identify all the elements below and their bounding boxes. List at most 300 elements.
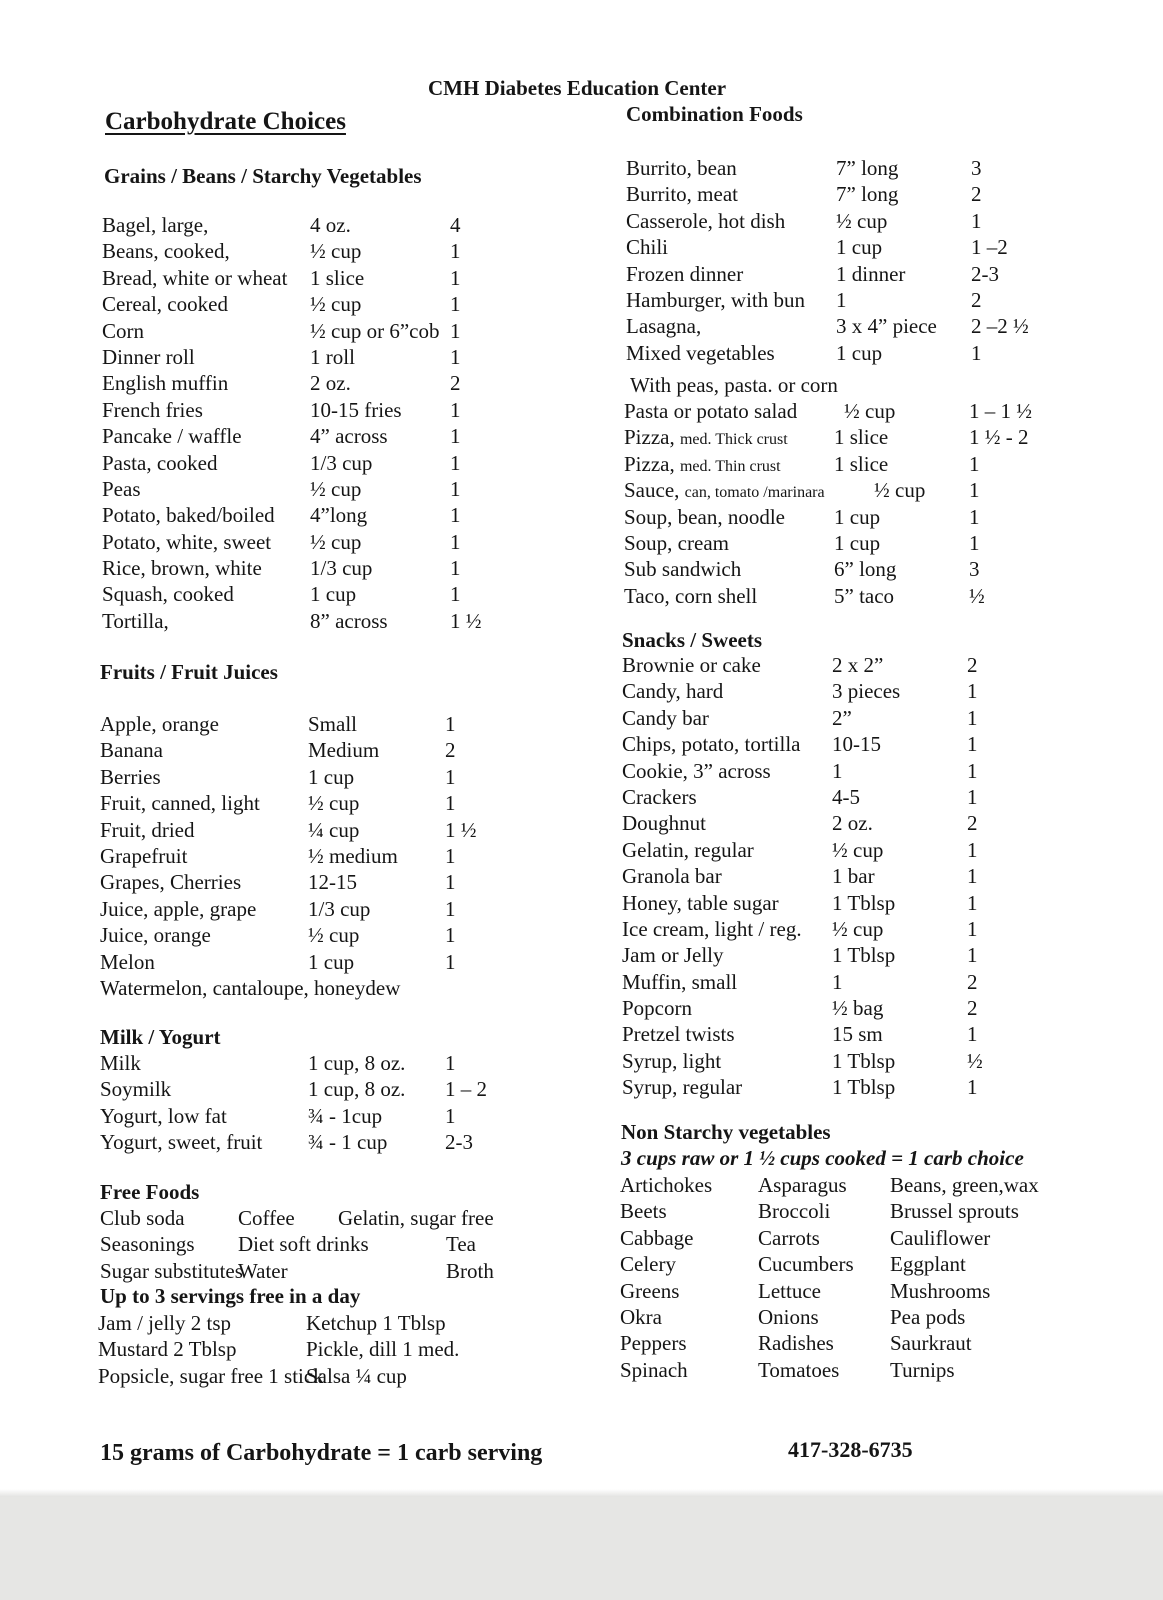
item-amount: 1 cup [834,530,881,555]
table-row [100,869,520,895]
item-amount: 1 slice [834,425,889,450]
table-row [622,731,1052,757]
item-carbs: 1 [969,530,980,555]
table-row [620,1251,1060,1277]
item-amount: ¾ - 1 cup [308,1130,388,1155]
item-name: Cereal, cooked [102,292,228,317]
item-name: Grapefruit [100,843,188,868]
item-carbs: 1 [971,208,982,233]
item-carbs: 1 [445,791,456,816]
table-row [620,1304,1060,1330]
item-name: Bagel, large, [102,213,209,237]
item-carbs: Brussel sprouts [890,1199,1019,1224]
item-name: Peas [102,476,141,501]
table-row [102,581,522,607]
item-carbs: 1 [967,705,978,730]
item-name: Yogurt, sweet, fruit [100,1130,263,1155]
table-row [626,155,1056,181]
scan-background [0,1497,1163,1600]
item-amount: 10-15 [832,732,881,757]
item-amount: Medium [308,738,380,763]
item-carbs: 1 [969,504,980,529]
item-name: Soup, cream [624,530,729,555]
item-name: Okra [620,1304,662,1329]
item-amount: ½ medium [308,843,398,868]
table-row [102,529,522,555]
grains-table [102,212,522,634]
table-row [100,737,520,763]
item-amount: Carrots [758,1225,820,1250]
item-amount: 2” [832,705,852,730]
table-row [102,238,522,264]
snacks-table [622,652,1052,1101]
table-row [100,949,520,975]
item-amount: Salsa ¼ cup [306,1363,407,1388]
item-carbs: 1 [969,451,980,476]
item-carbs: 1 ½ - 2 [969,425,1029,450]
table-row [100,790,520,816]
item-name: Beans, cooked, [102,239,230,264]
item-amount: 8” across [310,608,388,633]
table-row [626,340,1056,366]
item-name: Sub sandwich [624,557,742,582]
table-row [100,1103,520,1129]
item-amount: Cucumbers [758,1252,854,1277]
item-carbs: 1 [445,1103,456,1128]
table-row [622,916,1052,942]
item-amount: 2 x 2” [832,653,884,677]
item-name: Celery [620,1252,676,1277]
nonstarchy-subheading: 3 cups raw or 1 ½ cups cooked = 1 carb choice [621,1146,1024,1170]
table-row [100,843,520,869]
item-amount: 1 cup, 8 oz. [308,1077,406,1102]
table-row [622,969,1052,995]
item-name: Mixed vegetables [626,340,775,365]
item-name: Pizza, med. Thick crust [624,425,788,450]
item-name: Club soda [100,1206,185,1230]
table-row [100,1076,520,1102]
item-amount: Broccoli [758,1199,831,1224]
item-carbs: 1 [450,476,461,501]
table-row [102,397,522,423]
item-name: Granola bar [622,864,722,889]
table-row [622,890,1052,916]
table-row [98,1363,538,1389]
table-row [100,817,520,843]
table-row [100,922,520,948]
table-row [622,678,1052,704]
item-amount: 1 Tblsp [832,890,896,915]
table-row [98,1336,538,1362]
item-carbs: 1 [450,292,461,317]
item-name: Crackers [622,784,697,809]
item-name: Popcorn [622,996,692,1021]
table-row [100,1231,540,1257]
item-amount: Tomatoes [758,1357,840,1382]
table-row [102,423,522,449]
item-name: Fruit, canned, light [100,791,260,816]
item-amount: 1/3 cup [310,450,373,475]
item-carbs: 1 –2 [971,235,1008,260]
free-foods-heading: Free Foods [100,1180,200,1204]
item-carbs: 1 [450,265,461,290]
table-row [624,398,1054,424]
item-amount: ½ cup [874,478,926,503]
table-row [622,863,1052,889]
table-row [624,477,1054,503]
combination-heading: Combination Foods [626,102,803,126]
item-amount: Pickle, dill 1 med. [306,1337,460,1362]
item-carbs: 3 [969,557,980,582]
combination-table-continued [624,398,1054,424]
item-carbs: 1 [967,784,978,809]
item-carbs: ½ [967,1048,983,1073]
item-amount: Diet soft drinks [238,1232,369,1257]
milk-table [100,1050,520,1156]
item-name: Ice cream, light / reg. [622,916,802,941]
item-name: Potato, baked/boiled [102,503,275,528]
item-name: English muffin [102,371,229,396]
item-amount: ½ cup [832,916,884,941]
item-name: Sugar substitutes [100,1258,243,1283]
table-row [626,287,1056,313]
item-carbs: ½ [969,583,985,608]
item-name: Pasta or potato salad [624,399,798,423]
item-carbs: 1 [450,424,461,449]
combination-note: With peas, pasta. or corn [630,373,838,397]
table-row [624,530,1054,556]
item-amount: 1 cup [836,340,883,365]
table-row [622,1021,1052,1047]
combination-table-end [624,504,1054,610]
item-amount: 10-15 fries [310,397,402,422]
item-carbs: Beans, green,wax [890,1173,1039,1197]
item-carbs: 1 [445,843,456,868]
item-amount: 5” taco [834,583,895,608]
item-name: Juice, orange [100,923,211,948]
item-name: Candy bar [622,705,709,730]
table-row [102,608,522,634]
item-amount: 1/3 cup [310,556,373,581]
item-name: Soymilk [100,1077,172,1102]
table-row [102,318,522,344]
item-name: Spinach [620,1357,688,1382]
item-amount: Coffee [238,1206,295,1230]
table-row [626,181,1056,207]
item-carbs: 1 [450,344,461,369]
item-amount: 2 oz. [832,811,873,836]
item-amount: 1 cup [308,764,355,789]
item-name: Gelatin, regular [622,837,754,862]
item-name: Peppers [620,1331,687,1356]
item-amount: 4-5 [832,784,860,809]
item-carbs: Eggplant [890,1252,966,1277]
table-row [624,424,1054,450]
item-name: Dinner roll [102,344,195,369]
item-amount: Lettuce [758,1278,821,1303]
item-carbs: 1 [450,582,461,607]
item-name: Bread, white or wheat [102,265,288,290]
carb-serving-note: 15 grams of Carbohydrate = 1 carb serving [100,1440,543,1466]
item-name: Yogurt, low fat [100,1103,227,1128]
table-row [622,810,1052,836]
item-name: Apple, orange [100,712,219,736]
item-amount: 1/3 cup [308,896,371,921]
item-amount: ½ cup [836,208,888,233]
item-carbs: 1 [967,758,978,783]
phone-number: 417-328-6735 [788,1437,913,1462]
table-row [102,370,522,396]
item-amount: Asparagus [758,1173,847,1197]
item-carbs: 1 – 2 [445,1077,487,1102]
item-name: Greens [620,1278,680,1303]
item-carbs: Pea pods [890,1304,966,1329]
item-amount: 15 sm [832,1022,883,1047]
item-name: Banana [100,738,163,763]
item-name: Pretzel twists [622,1022,735,1047]
item-name: Fruit, dried [100,817,195,842]
item-carbs: 2 [450,371,461,396]
item-carbs: 1 [450,239,461,264]
table-row [620,1278,1060,1304]
item-carbs: Gelatin, sugar free [338,1206,494,1230]
item-name: Syrup, light [622,1048,722,1073]
item-amount: ¾ - 1cup [308,1103,383,1128]
table-row [624,451,1054,477]
table-row [620,1198,1060,1224]
fruits-note: Watermelon, cantaloupe, honeydew [100,976,401,1000]
item-name: Grapes, Cherries [100,870,242,895]
item-amount: ¼ cup [308,817,360,842]
item-carbs: 1 [445,870,456,895]
item-carbs: 1 [450,397,461,422]
item-amount: ½ cup or 6”cob [310,318,440,343]
item-name: Pasta, cooked [102,450,218,475]
item-carbs: 2 [445,738,456,763]
item-carbs: Turnips [890,1357,955,1382]
item-amount: Onions [758,1304,819,1329]
item-carbs: 2 [971,287,982,312]
milk-heading: Milk / Yogurt [100,1025,221,1049]
table-row [102,212,522,238]
item-carbs: 1 [445,896,456,921]
item-carbs: Saurkraut [890,1331,972,1356]
free-servings-table [98,1310,538,1389]
item-name: Pizza, med. Thin crust [624,451,781,476]
item-amount: 1 dinner [836,261,906,286]
table-row [622,652,1052,678]
item-name: Milk [100,1051,141,1075]
fruits-table [100,711,520,975]
item-name: Muffin, small [622,969,738,994]
item-name: Syrup, regular [622,1075,743,1100]
item-carbs: 1 [967,864,978,889]
nonstarchy-table [620,1172,1060,1383]
item-carbs: 2 [967,969,978,994]
item-amount: 1 cup [836,235,883,260]
item-amount: 1 bar [832,864,875,889]
free-foods-table [100,1205,540,1284]
item-amount: 7” long [836,156,899,180]
item-carbs: 1 [971,340,982,365]
item-carbs: 1 ½ [450,608,482,633]
item-carbs: 1 [967,943,978,968]
item-name: Chili [626,235,669,260]
item-amount: ½ cup [832,837,884,862]
item-name: Seasonings [100,1232,195,1257]
item-carbs: Broth [446,1258,494,1283]
item-amount: ½ cup [308,791,360,816]
item-amount: ½ cup [844,399,896,423]
item-carbs: 2-3 [971,261,999,286]
item-name: Corn [102,318,144,343]
table-row [626,313,1056,339]
item-name: Burrito, meat [626,182,738,207]
item-carbs: 1 [450,503,461,528]
item-carbs: Tea [446,1232,477,1257]
item-carbs: 1 [967,916,978,941]
item-carbs: 1 ½ [445,817,477,842]
item-name: Soup, bean, noodle [624,504,785,529]
center-title: CMH Diabetes Education Center [428,76,727,100]
table-row [102,555,522,581]
table-row [626,208,1056,234]
item-amount: Small [308,712,358,736]
item-carbs: Mushrooms [890,1278,991,1303]
item-carbs: 1 [967,890,978,915]
item-carbs: 1 [967,837,978,862]
combination-table [626,155,1056,366]
item-amount: 1 cup [834,504,881,529]
item-name: Jam / jelly 2 tsp [98,1311,231,1335]
item-amount: 4” across [310,424,388,449]
item-name: Tortilla, [102,608,169,633]
table-row [102,476,522,502]
item-amount: 6” long [834,557,897,582]
item-name: Cabbage [620,1225,694,1250]
item-amount: 1 roll [310,344,355,369]
item-amount: Water [238,1258,288,1283]
table-row [620,1225,1060,1251]
item-name: Squash, cooked [102,582,234,607]
table-row [100,1050,520,1076]
table-row [626,234,1056,260]
table-row [624,504,1054,530]
table-row [102,502,522,528]
item-carbs: 2 [967,653,978,677]
item-amount: 7” long [836,182,899,207]
item-carbs: 2-3 [445,1130,473,1155]
item-name: Chips, potato, tortilla [622,732,801,757]
item-amount: 2 oz. [310,371,351,396]
table-row [622,1074,1052,1100]
table-row [98,1310,538,1336]
fruits-heading: Fruits / Fruit Juices [100,660,278,684]
table-row [102,265,522,291]
item-amount: 1 [832,758,843,783]
item-amount: ½ cup [310,292,362,317]
item-carbs: 3 [971,156,982,180]
item-carbs: 1 [967,732,978,757]
item-amount: Radishes [758,1331,834,1356]
item-name: Cookie, 3” across [622,758,771,783]
table-row [100,1205,540,1231]
item-name: Burrito, bean [626,156,737,180]
table-row [622,995,1052,1021]
table-row [100,1258,540,1284]
item-amount: ½ cup [310,476,362,501]
item-amount: 1 slice [834,451,889,476]
table-row [622,837,1052,863]
table-row [622,1048,1052,1074]
table-row [624,556,1054,582]
table-row [624,583,1054,609]
table-row [102,291,522,317]
table-row [620,1330,1060,1356]
page-title: Carbohydrate Choices [105,108,346,135]
item-carbs: 2 –2 ½ [971,314,1029,339]
item-carbs: 1 [445,1051,456,1075]
item-name: Juice, apple, grape [100,896,257,921]
item-name: Frozen dinner [626,261,744,286]
table-row [622,784,1052,810]
item-amount: 1 cup [310,582,357,607]
item-name: Artichokes [620,1173,713,1197]
item-amount: ½ cup [310,239,362,264]
item-name: Berries [100,764,161,789]
item-carbs: 1 [445,949,456,974]
item-carbs: 2 [971,182,982,207]
item-amount: 4”long [310,503,368,528]
item-carbs: 1 [445,712,456,736]
item-carbs: 2 [967,996,978,1021]
item-name: Mustard 2 Tblsp [98,1337,237,1362]
item-amount: 1 Tblsp [832,943,896,968]
item-amount: 1 slice [310,265,365,290]
item-amount: 4 oz. [310,213,351,237]
item-carbs: 1 [445,923,456,948]
item-amount: Ketchup 1 Tblsp [306,1311,446,1335]
item-name: Potato, white, sweet [102,529,272,554]
item-carbs: 1 [967,1075,978,1100]
item-amount: 1 [836,287,847,312]
grains-heading: Grains / Beans / Starchy Vegetables [104,164,422,188]
item-amount: 1 Tblsp [832,1075,896,1100]
item-amount: 3 x 4” piece [836,314,937,339]
nonstarchy-heading: Non Starchy vegetables [621,1120,831,1144]
item-amount: 1 cup [308,949,355,974]
item-carbs: 2 [967,811,978,836]
item-name: Casserole, hot dish [626,208,786,233]
item-carbs: 1 – 1 ½ [969,399,1032,423]
item-name: Pancake / waffle [102,424,242,449]
item-name: Candy, hard [622,679,724,704]
item-amount: 3 pieces [832,679,901,704]
item-amount: 12-15 [308,870,357,895]
item-carbs: 1 [967,679,978,704]
table-row [622,942,1052,968]
table-row [620,1172,1060,1198]
item-amount: 1 [832,969,843,994]
item-amount: 1 Tblsp [832,1048,896,1073]
item-carbs: 1 [450,556,461,581]
item-carbs: Cauliflower [890,1225,991,1250]
item-name: Sauce, can, tomato /marinara [624,478,825,503]
item-amount: ½ cup [310,529,362,554]
table-row [622,758,1052,784]
table-row [100,896,520,922]
item-name: Rice, brown, white [102,556,262,581]
